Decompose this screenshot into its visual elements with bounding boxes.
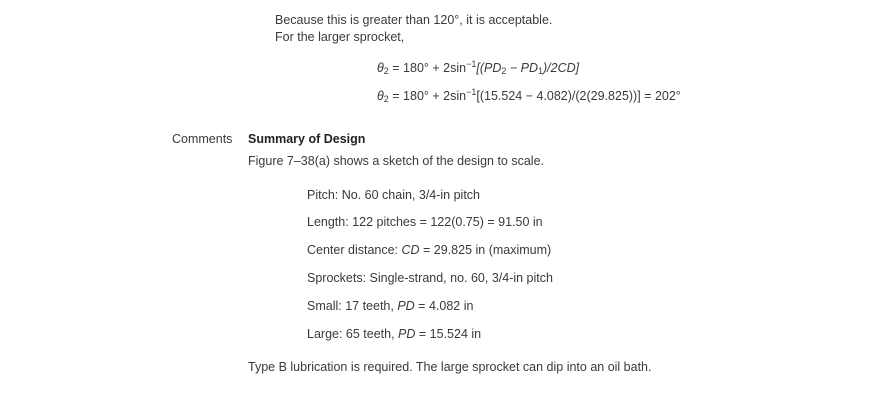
equation-1-rhs-sub2: 1 [538,66,544,76]
summary-sprockets: Sprockets: Single-strand, no. 60, 3/4-in pitch [307,271,553,285]
large-prefix: Large: 65 teeth, [307,327,399,341]
equation-1-rhs-b: [(PD [476,61,502,75]
closing-line: Type B lubrication is required. The large sprocket can dip into an oil bath. [248,360,652,374]
intro-line-2: For the larger sprocket, [275,30,405,44]
equation-1 [377,59,579,76]
center-suffix: = 29.825 in (maximum) [419,243,552,257]
equation-1-lhs-sub: 2 [383,66,389,76]
equation-1-rhs-sup: −1 [466,59,477,69]
equation-2-rhs-sup: −1 [466,87,477,97]
summary-heading: Summary of Design [248,132,366,146]
equation-2-rhs-b: [(15.524 − 4.082)/(2(29.825))] = 202° [476,89,681,103]
equation-1-rhs-c: − PD [506,61,538,75]
comments-label: Comments [172,132,233,146]
center-prefix: Center distance: [307,243,402,257]
summary-center-distance [307,243,551,257]
equation-1-rhs-a: = 180° + 2sin [392,61,467,75]
large-var: PD [398,327,416,341]
small-var: PD [397,299,415,313]
equation-1-lhs: θ [377,61,384,75]
summary-pitch: Pitch: No. 60 chain, 3/4-in pitch [307,188,481,202]
equation-1-rhs-sub1: 2 [501,66,507,76]
small-prefix: Small: 17 teeth, [307,299,398,313]
small-suffix: = 4.082 in [414,299,474,313]
large-suffix: = 15.524 in [415,327,482,341]
equation-2-rhs-a: = 180° + 2sin [392,89,467,103]
intro-line-1: Because this is greater than 120°, it is acceptable. [275,13,553,27]
figure-reference: Figure 7–38(a) shows a sketch of the design to scale. [248,154,544,168]
equation-2-lhs-sub: 2 [383,94,389,104]
summary-large [307,327,481,341]
center-var: CD [401,243,420,257]
equation-1-rhs-d: )/2CD] [543,61,580,75]
equation-2-lhs: θ [377,89,384,103]
summary-small [307,299,473,313]
summary-length: Length: 122 pitches = 122(0.75) = 91.50 in [307,215,543,229]
equation-2 [377,87,681,104]
